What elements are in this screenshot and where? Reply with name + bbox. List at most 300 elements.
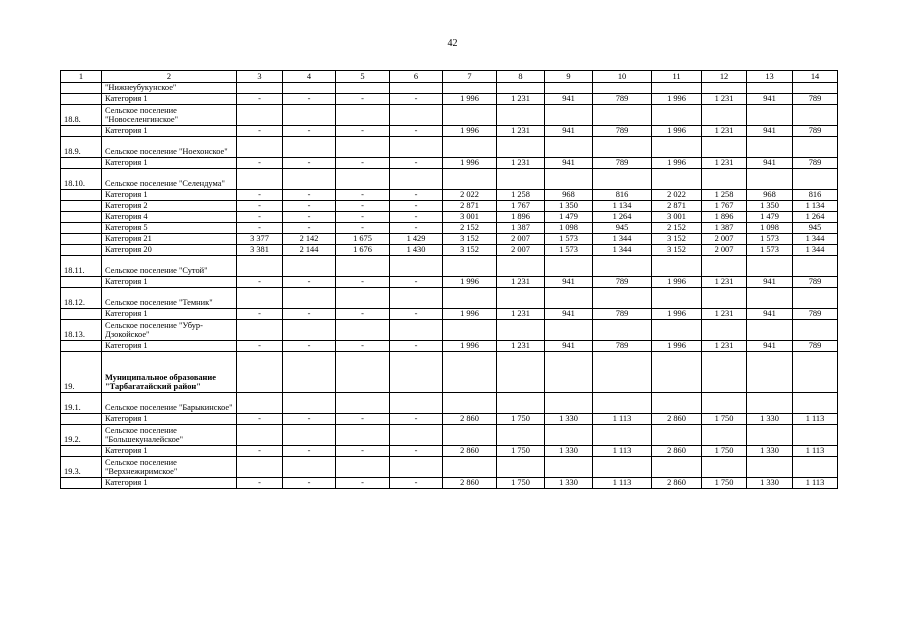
value-cell (793, 256, 838, 277)
value-cell (283, 320, 336, 341)
value-cell (336, 457, 390, 478)
value-cell (497, 105, 545, 126)
value-cell: - (390, 277, 443, 288)
page-number: 42 (447, 38, 458, 49)
value-cell: 1 231 (497, 341, 545, 352)
row-name: Категория 1 (102, 414, 237, 425)
value-cell (652, 288, 702, 309)
value-cell (443, 288, 497, 309)
value-cell: - (390, 414, 443, 425)
value-cell (336, 105, 390, 126)
value-cell (545, 425, 593, 446)
value-cell (237, 352, 283, 393)
value-cell (237, 425, 283, 446)
value-cell (747, 457, 793, 478)
value-cell: - (237, 94, 283, 105)
value-cell: - (237, 277, 283, 288)
value-cell: - (237, 414, 283, 425)
section-row (61, 83, 838, 94)
category-row (61, 201, 838, 212)
column-header: 4 (283, 71, 336, 83)
value-cell (336, 425, 390, 446)
value-cell: - (237, 158, 283, 169)
value-cell (793, 288, 838, 309)
value-cell (443, 457, 497, 478)
row-number (61, 212, 102, 223)
value-cell: 1 330 (545, 414, 593, 425)
value-cell (747, 137, 793, 158)
value-cell: 2 007 (702, 234, 747, 245)
value-cell: 789 (593, 94, 652, 105)
value-cell: 1 996 (443, 341, 497, 352)
row-number (61, 277, 102, 288)
category-row (61, 234, 838, 245)
category-row (61, 309, 838, 320)
value-cell: - (336, 223, 390, 234)
value-cell: 1 134 (793, 201, 838, 212)
row-name: Сельское поселение "Селендума" (102, 169, 237, 190)
value-cell (237, 288, 283, 309)
value-cell: - (390, 190, 443, 201)
column-header: 11 (652, 71, 702, 83)
value-cell: 1 767 (702, 201, 747, 212)
value-cell (497, 169, 545, 190)
value-cell: 941 (545, 126, 593, 137)
row-number (61, 201, 102, 212)
value-cell (497, 352, 545, 393)
value-cell (652, 137, 702, 158)
value-cell: - (390, 309, 443, 320)
value-cell: - (283, 277, 336, 288)
section-row (61, 105, 838, 126)
row-number: 18.12. (61, 288, 102, 309)
value-cell: - (336, 414, 390, 425)
value-cell: 941 (747, 94, 793, 105)
value-cell (283, 393, 336, 414)
value-cell (390, 288, 443, 309)
value-cell (747, 320, 793, 341)
row-number (61, 341, 102, 352)
row-number (61, 158, 102, 169)
value-cell: 789 (793, 158, 838, 169)
section-row (61, 256, 838, 277)
value-cell: 1 113 (793, 478, 838, 489)
value-cell: - (390, 478, 443, 489)
value-cell (702, 425, 747, 446)
value-cell (545, 169, 593, 190)
row-number (61, 94, 102, 105)
value-cell: - (237, 341, 283, 352)
value-cell: 1 264 (793, 212, 838, 223)
value-cell: 1 344 (793, 245, 838, 256)
value-cell: 3 152 (443, 234, 497, 245)
value-cell: 1 896 (702, 212, 747, 223)
value-cell: - (283, 158, 336, 169)
value-cell: 1 231 (497, 277, 545, 288)
value-cell: 1 231 (702, 94, 747, 105)
value-cell (237, 83, 283, 94)
value-cell (793, 457, 838, 478)
value-cell (793, 320, 838, 341)
value-cell (237, 320, 283, 341)
value-cell: - (237, 446, 283, 457)
value-cell (390, 83, 443, 94)
value-cell: 2 871 (443, 201, 497, 212)
value-cell (443, 105, 497, 126)
value-cell (702, 288, 747, 309)
value-cell (283, 83, 336, 94)
value-cell: 1 350 (545, 201, 593, 212)
value-cell (593, 105, 652, 126)
value-cell: 789 (593, 126, 652, 137)
column-header: 8 (497, 71, 545, 83)
row-number (61, 223, 102, 234)
value-cell (793, 425, 838, 446)
section-row (61, 320, 838, 341)
value-cell (747, 256, 793, 277)
value-cell (652, 425, 702, 446)
value-cell (443, 393, 497, 414)
row-name: Сельское поселение "Темник" (102, 288, 237, 309)
category-row (61, 478, 838, 489)
value-cell (390, 393, 443, 414)
column-header: 1 (61, 71, 102, 83)
value-cell (497, 83, 545, 94)
value-cell: 3 152 (652, 234, 702, 245)
value-cell: 1 750 (702, 446, 747, 457)
value-cell: 1 231 (497, 94, 545, 105)
row-name: Сельское поселение "Верхнежиримское" (102, 457, 237, 478)
category-row (61, 212, 838, 223)
value-cell (336, 256, 390, 277)
value-cell (793, 169, 838, 190)
value-cell (652, 105, 702, 126)
value-cell: 3 152 (652, 245, 702, 256)
value-cell: - (237, 223, 283, 234)
row-number: 18.11. (61, 256, 102, 277)
value-cell (336, 169, 390, 190)
column-header: 14 (793, 71, 838, 83)
row-name: Сельское поселение "Ноехонское" (102, 137, 237, 158)
value-cell: 1 113 (793, 446, 838, 457)
value-cell: - (283, 309, 336, 320)
value-cell: 2 860 (443, 478, 497, 489)
value-cell: 1 113 (793, 414, 838, 425)
row-number: 18.8. (61, 105, 102, 126)
value-cell: 789 (593, 309, 652, 320)
value-cell (652, 457, 702, 478)
value-cell (497, 288, 545, 309)
value-cell (237, 137, 283, 158)
value-cell (443, 256, 497, 277)
value-cell (390, 425, 443, 446)
value-cell: 2 022 (652, 190, 702, 201)
value-cell: 789 (793, 277, 838, 288)
category-row (61, 126, 838, 137)
value-cell (390, 105, 443, 126)
value-cell: - (390, 341, 443, 352)
value-cell: 816 (593, 190, 652, 201)
value-cell: - (390, 212, 443, 223)
value-cell (237, 105, 283, 126)
column-header: 10 (593, 71, 652, 83)
row-name: Муниципальное образование "Тарбагатайский район" (102, 352, 237, 393)
value-cell (497, 425, 545, 446)
value-cell: 2 144 (283, 245, 336, 256)
column-number-row (61, 71, 838, 83)
value-cell: 1 330 (747, 446, 793, 457)
value-cell: 1 344 (793, 234, 838, 245)
value-cell: 1 231 (702, 341, 747, 352)
value-cell (593, 457, 652, 478)
value-cell (283, 457, 336, 478)
row-number (61, 190, 102, 201)
value-cell (443, 425, 497, 446)
value-cell (793, 83, 838, 94)
category-row (61, 277, 838, 288)
value-cell: 3 152 (443, 245, 497, 256)
value-cell: 789 (793, 126, 838, 137)
value-cell (545, 83, 593, 94)
value-cell (545, 320, 593, 341)
value-cell: 1 350 (747, 201, 793, 212)
row-name: Сельское поселение "Сутой" (102, 256, 237, 277)
value-cell (237, 256, 283, 277)
row-name: Категория 1 (102, 478, 237, 489)
value-cell: 941 (747, 126, 793, 137)
value-cell (545, 352, 593, 393)
category-row (61, 341, 838, 352)
value-cell (237, 457, 283, 478)
value-cell: - (283, 126, 336, 137)
value-cell (336, 83, 390, 94)
row-name: Категория 1 (102, 446, 237, 457)
value-cell: 1 098 (545, 223, 593, 234)
row-number (61, 234, 102, 245)
value-cell: 2 871 (652, 201, 702, 212)
row-number (61, 478, 102, 489)
value-cell: - (283, 212, 336, 223)
value-cell: 1 429 (390, 234, 443, 245)
category-row (61, 94, 838, 105)
column-header: 3 (237, 71, 283, 83)
row-name: Категория 1 (102, 309, 237, 320)
value-cell (545, 105, 593, 126)
row-name: Сельское поселение "Большекуналейское" (102, 425, 237, 446)
value-cell: 1 573 (545, 234, 593, 245)
value-cell (652, 256, 702, 277)
row-number (61, 126, 102, 137)
value-cell: 1 750 (702, 478, 747, 489)
value-cell (497, 256, 545, 277)
value-cell: 2 860 (652, 478, 702, 489)
value-cell (497, 457, 545, 478)
value-cell: - (237, 212, 283, 223)
row-name: Категория 21 (102, 234, 237, 245)
row-number: 19.3. (61, 457, 102, 478)
value-cell (593, 352, 652, 393)
value-cell (283, 169, 336, 190)
row-number: 18.10. (61, 169, 102, 190)
value-cell (237, 169, 283, 190)
value-cell: - (336, 277, 390, 288)
row-number (61, 245, 102, 256)
value-cell: - (283, 190, 336, 201)
value-cell: 945 (593, 223, 652, 234)
value-cell (593, 169, 652, 190)
value-cell: 1 996 (652, 158, 702, 169)
value-cell: - (283, 94, 336, 105)
row-name: "Нижнеубукунское" (102, 83, 237, 94)
row-number (61, 414, 102, 425)
value-cell: 1 264 (593, 212, 652, 223)
value-cell: 1 573 (747, 234, 793, 245)
row-number: 18.13. (61, 320, 102, 341)
value-cell (652, 393, 702, 414)
section-row (61, 457, 838, 478)
value-cell: 1 896 (497, 212, 545, 223)
value-cell: - (237, 190, 283, 201)
value-cell: - (283, 414, 336, 425)
value-cell: 1 676 (336, 245, 390, 256)
value-cell: 1 113 (593, 414, 652, 425)
column-header: 2 (102, 71, 237, 83)
value-cell (702, 83, 747, 94)
value-cell: - (283, 478, 336, 489)
value-cell: 1 344 (593, 234, 652, 245)
value-cell: - (336, 341, 390, 352)
value-cell (702, 105, 747, 126)
value-cell (237, 393, 283, 414)
value-cell: 789 (593, 341, 652, 352)
value-cell: - (390, 94, 443, 105)
value-cell: 789 (793, 94, 838, 105)
value-cell: 1 767 (497, 201, 545, 212)
value-cell: 1 750 (497, 446, 545, 457)
row-name: Категория 5 (102, 223, 237, 234)
value-cell: 1 996 (443, 158, 497, 169)
value-cell: 941 (545, 158, 593, 169)
value-cell (593, 256, 652, 277)
category-row (61, 245, 838, 256)
row-name: Категория 1 (102, 190, 237, 201)
category-row (61, 446, 838, 457)
category-row (61, 414, 838, 425)
value-cell: - (336, 190, 390, 201)
value-cell: 816 (793, 190, 838, 201)
value-cell (497, 393, 545, 414)
row-name: Категория 4 (102, 212, 237, 223)
value-cell (702, 256, 747, 277)
value-cell (593, 288, 652, 309)
value-cell: - (390, 126, 443, 137)
value-cell (702, 137, 747, 158)
value-cell (593, 83, 652, 94)
value-cell: 2 152 (652, 223, 702, 234)
value-cell (747, 169, 793, 190)
value-cell (497, 137, 545, 158)
value-cell: 968 (545, 190, 593, 201)
value-cell: - (336, 478, 390, 489)
value-cell: 789 (793, 309, 838, 320)
value-cell: 1 258 (702, 190, 747, 201)
row-name: Категория 2 (102, 201, 237, 212)
value-cell: - (237, 126, 283, 137)
value-cell (545, 393, 593, 414)
value-cell: - (283, 341, 336, 352)
value-cell: 2 007 (497, 245, 545, 256)
value-cell (443, 169, 497, 190)
row-name: Сельское поселение "Барыкинское" (102, 393, 237, 414)
value-cell: 1 996 (652, 341, 702, 352)
value-cell: 1 573 (747, 245, 793, 256)
row-name: Категория 1 (102, 126, 237, 137)
value-cell: 1 479 (545, 212, 593, 223)
value-cell: 1 573 (545, 245, 593, 256)
value-cell: - (336, 212, 390, 223)
value-cell (283, 425, 336, 446)
value-cell (390, 352, 443, 393)
value-cell: - (390, 223, 443, 234)
value-cell (747, 393, 793, 414)
value-cell: 2 152 (443, 223, 497, 234)
row-number: 19.1. (61, 393, 102, 414)
value-cell: 1 098 (747, 223, 793, 234)
value-cell: 2 860 (443, 446, 497, 457)
row-name: Категория 1 (102, 158, 237, 169)
value-cell: 1 231 (702, 126, 747, 137)
value-cell: 968 (747, 190, 793, 201)
row-number: 19.2. (61, 425, 102, 446)
value-cell (283, 137, 336, 158)
value-cell: 1 996 (443, 94, 497, 105)
value-cell: 1 996 (652, 94, 702, 105)
value-cell: 941 (545, 94, 593, 105)
value-cell: 1 430 (390, 245, 443, 256)
column-header: 9 (545, 71, 593, 83)
row-number (61, 446, 102, 457)
value-cell (793, 352, 838, 393)
value-cell: 3 381 (237, 245, 283, 256)
tariff-table (60, 70, 838, 489)
value-cell: 1 996 (443, 126, 497, 137)
value-cell: 1 479 (747, 212, 793, 223)
value-cell (390, 169, 443, 190)
value-cell: - (237, 478, 283, 489)
value-cell: - (390, 446, 443, 457)
value-cell: - (283, 201, 336, 212)
value-cell (545, 457, 593, 478)
value-cell: 1 996 (652, 126, 702, 137)
value-cell (545, 137, 593, 158)
value-cell (593, 320, 652, 341)
row-name: Сельское поселение "Убур-Дзокойское" (102, 320, 237, 341)
value-cell: 941 (545, 277, 593, 288)
value-cell: 1 231 (497, 158, 545, 169)
value-cell: 1 330 (545, 446, 593, 457)
value-cell: 941 (545, 309, 593, 320)
value-cell: 1 113 (593, 478, 652, 489)
row-number: 18.9. (61, 137, 102, 158)
value-cell: - (336, 201, 390, 212)
value-cell: 1 750 (702, 414, 747, 425)
value-cell: 3 377 (237, 234, 283, 245)
value-cell (336, 352, 390, 393)
row-name: Категория 1 (102, 277, 237, 288)
value-cell: 941 (545, 341, 593, 352)
value-cell (702, 320, 747, 341)
category-row (61, 158, 838, 169)
